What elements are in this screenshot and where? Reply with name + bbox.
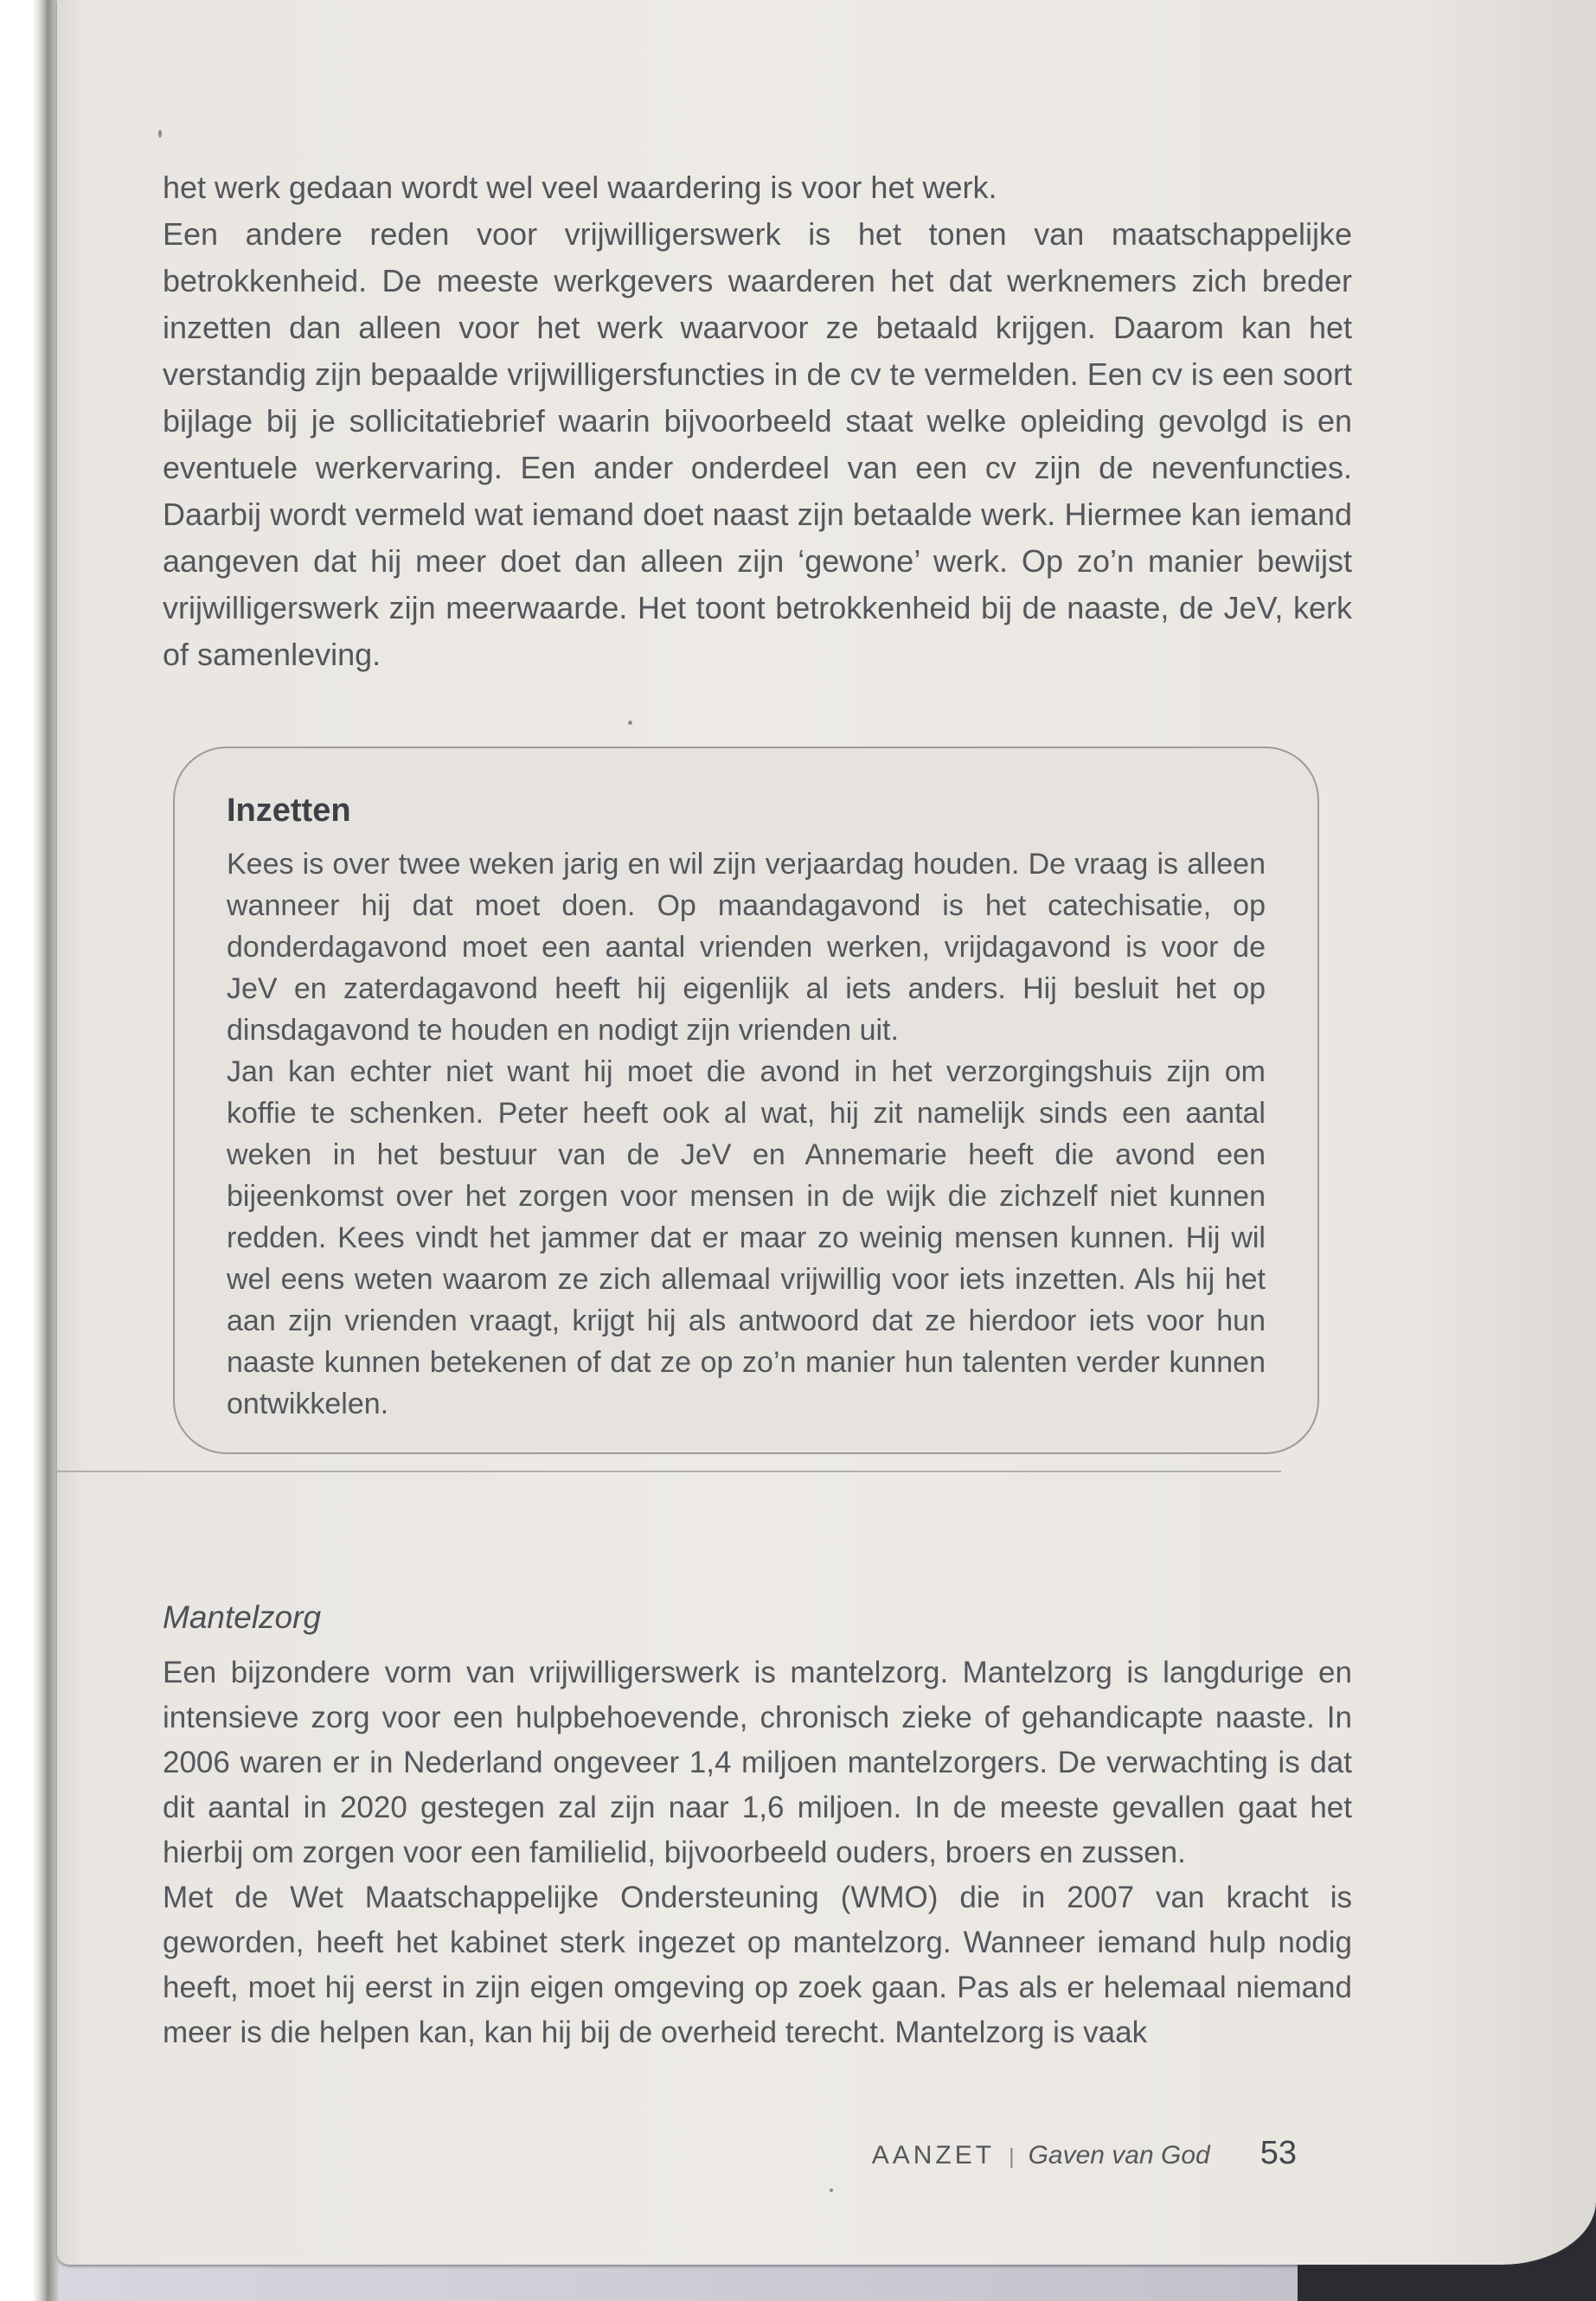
page-footer [872,2135,1297,2172]
section-heading-mantelzorg: Mantelzorg [163,1599,322,1635]
case-study-box [173,747,1319,1454]
scan-speck [830,2189,833,2192]
case-box-paragraph: Jan kan echter niet want hij moet die avond in het verzorgingshuis zijn om koffie te schenken. Peter heeft ook al wat, hij zit namelijk sinds een aantal weken in het bestuur van de JeV en Annemarie heeft die avond een bijeenkomst over het zorgen voor mensen in de wijk die zichzelf niet kunnen redden. Kees vindt het jammer dat er maar zo weinig mensen kunnen. Hij wil wel eens weten waarom ze zich allemaal vrijwillig voor iets inzetten. Als hij het aan zijn vrienden vraagt, krijgt hij als antwoord dat ze hierdoor iets voor hun naaste kunnen betekenen of dat ze op zo’n manier hun talenten verder kunnen ontwikkelen. [227,1055,1266,1420]
footer-page-number: 53 [1259,2135,1297,2171]
section-paragraph: Met de Wet Maatschappelijke Ondersteuning (WMO) die in 2007 van kracht is geworden, heeft het kabinet sterk ingezet op mantelzorg. Wanneer iemand hulp nodig heeft, moet hij eerst in zijn eigen omgeving op zoek gaan. Pas als er helemaal niemand meer is die helpen kan, kan hij bij de overheid terecht. Mantelzorg is vaak [163,1881,1352,2049]
intro-paragraph: Een andere reden voor vrijwilligerswerk is het tonen van maatschappelijke betrokkenheid. De meeste werkgevers waarderen het dat werknemers zich breder inzetten dan alleen voor het werk waarvoor ze betaald krijgen. Daarom kan het verstandig zijn bepaalde vrijwilligersfuncties in de cv te vermelden. Een cv is een soort bijlage bij je sollicitatiebrief waarin bijvoorbeeld staat welke opleiding gevolgd is en eventuele werkervaring. Een ander onderdeel van een cv zijn de nevenfuncties. Daarbij wordt vermeld wat iemand doet naast zijn betaalde werk. Hiermee kan iemand aangeven dat hij meer doet dan alleen zijn ‘gewone’ werk. Op zo’n manier bewijst vrijwilligerswerk zijn meerwaarde. Het toont betrokkenheid bij de naaste, de JeV, kerk of samenleving. [163,216,1352,672]
footer-separator: | [1009,2144,1015,2169]
intro-text-block [163,164,1352,678]
footer-book-title: AANZET [871,2141,996,2170]
intro-paragraph: het werk gedaan wordt wel veel waardering is voor het werk. [163,170,997,205]
case-box-paragraph: Kees is over twee weken jarig en wil zijn verjaardag houden. De vraag is alleen wanneer hij dat moet doen. Op maandagavond is het catechisatie, op donderdagavond moet een aantal vrienden werken, vrijdagavond is voor de JeV en zaterdagavond heeft hij eigenlijk al iets anders. Hij besluit het op dinsdagavond te houden en nodigt zijn vrienden uit. [227,848,1266,1047]
footer-chapter-title: Gaven van God [1028,2141,1210,2170]
scan-speck [628,721,632,725]
mantelzorg-section [163,1599,1352,2055]
book-binding-edge [33,0,59,2301]
case-box-title: Inzetten [227,792,351,829]
scan-shadow-line [57,1471,1281,1472]
scan-speck [158,130,162,138]
section-paragraph: Een bijzondere vorm van vrijwilligerswerk is mantelzorg. Mantelzorg is langdurige en intensieve zorg voor een hulpbehoevende, chronisch zieke of gehandicapte naaste. In 2006 waren er in Nederland ongeveer 1,4 miljoen mantelzorgers. De verwachting is dat dit aantal in 2020 gestegen zal zijn naar 1,6 miljoen. In de meeste gevallen gaat het hierbij om zorgen voor een familielid, bijvoorbeeld ouders, broers en zussen. [163,1656,1352,1869]
page-paper [57,0,1596,2265]
